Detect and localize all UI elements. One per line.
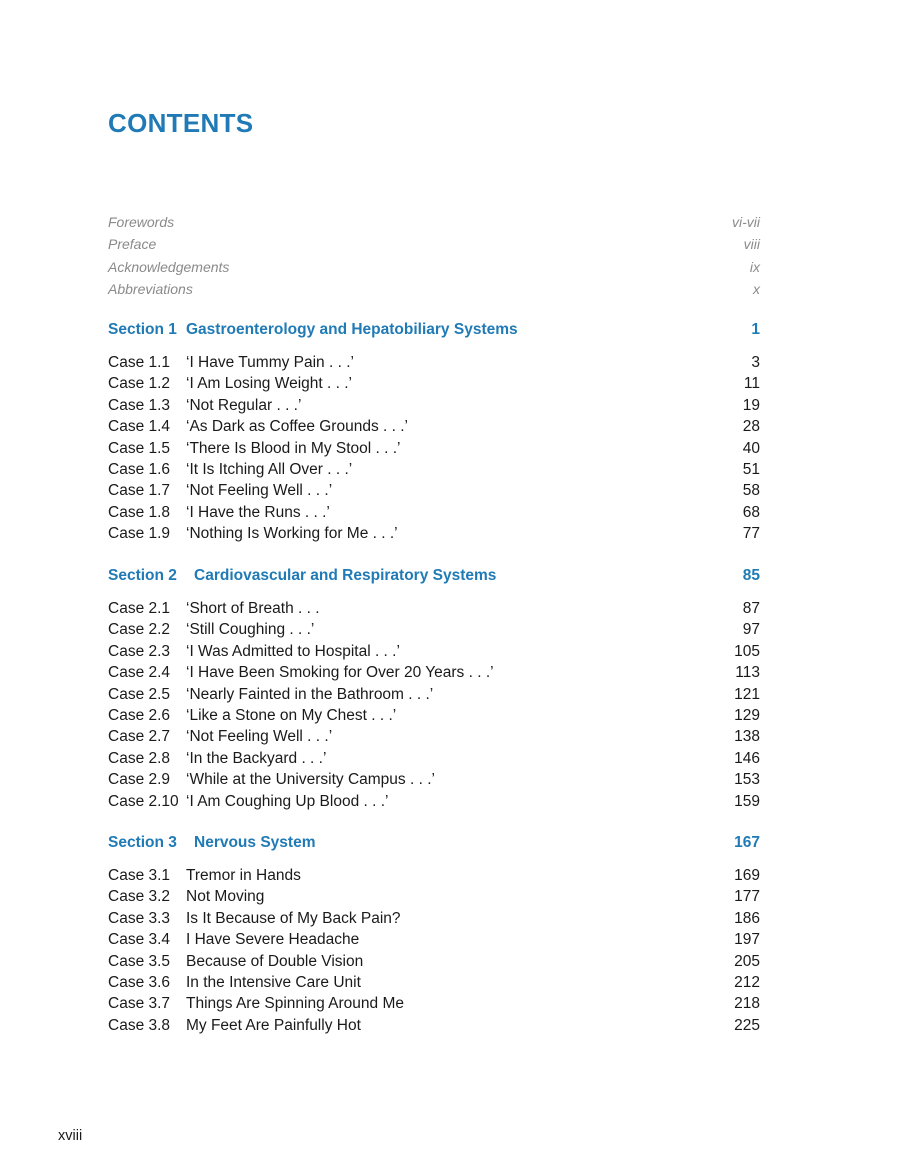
case-title: ‘I Have Tummy Pain . . .’ [186,354,354,371]
case-number: Case 1.6 [108,460,171,478]
case-number: Case 2.8 [108,749,171,767]
case-title: ‘In the Backyard . . .’ [186,749,327,767]
case-title: ‘I Am Coughing Up Blood . . .’ [186,792,389,810]
case-page: 146 [734,749,760,767]
case-title: Is It Because of My Back Pain? [186,909,401,927]
case-number: Case 3.1 [108,867,171,884]
case-list [108,598,760,812]
case-title: ‘Not Feeling Well . . .’ [186,482,333,500]
case-title: ‘I Am Losing Weight . . .’ [186,375,352,393]
case-title: My Feet Are Painfully Hot [186,1016,361,1034]
case-page: 121 [734,685,760,703]
case-number: Case 2.4 [108,664,171,682]
case-title: ‘There Is Blood in My Stool . . .’ [186,439,401,457]
case-item [108,619,760,640]
front-matter-label: Acknowledgements [108,258,230,275]
case-page: 218 [734,995,760,1013]
page-title: CONTENTS [108,108,254,138]
section-heading [108,319,760,341]
section-2 [108,565,760,812]
case-item [108,684,760,705]
front-matter-label: Abbreviations [108,280,193,297]
case-page: 11 [743,375,760,393]
case-page: 169 [734,867,760,884]
case-number: Case 2.7 [108,728,171,746]
case-item [108,908,760,929]
case-page: 40 [742,439,760,457]
front-matter-list [108,211,760,300]
case-page: 58 [742,482,760,500]
case-number: Case 2.1 [108,600,171,617]
case-page: 97 [742,621,760,639]
case-number: Case 3.3 [108,909,171,927]
case-page: 186 [734,909,760,927]
case-item [108,352,760,373]
front-matter-page: viii [743,236,760,253]
case-number: Case 2.3 [108,642,171,660]
case-item [108,705,760,726]
case-title: ‘While at the University Campus . . .’ [186,771,435,789]
case-number: Case 2.2 [108,621,171,639]
section-page: 1 [751,321,760,338]
case-title: ‘I Have Been Smoking for Over 20 Years . . .’ [186,664,494,682]
case-item [108,865,760,886]
case-title: ‘Like a Stone on My Chest . . .’ [186,706,397,724]
case-title: ‘As Dark as Coffee Grounds . . .’ [186,418,408,436]
case-title: ‘I Was Admitted to Hospital . . .’ [186,642,400,660]
section-title: Nervous System [194,834,316,851]
front-matter-label: Preface [108,236,157,253]
section-heading-text [108,319,518,341]
case-page: 105 [734,642,760,660]
case-title: ‘Nothing Is Working for Me . . .’ [186,525,398,543]
case-number: Case 2.9 [108,771,171,789]
section-label: Section 3 [108,834,177,851]
front-matter-item [108,278,760,300]
case-page: 68 [742,503,760,521]
case-title: I Have Severe Headache [186,931,360,949]
case-number: Case 1.8 [108,503,171,521]
section-page: 167 [734,834,760,851]
front-matter-page: vi-vii [732,214,760,230]
section-label: Section 1 [108,321,177,338]
case-number: Case 1.2 [108,375,171,393]
case-page: 77 [742,525,760,543]
case-title: ‘Still Coughing . . .’ [186,621,315,639]
case-number: Case 3.7 [108,995,171,1013]
section-3 [108,832,760,1036]
case-item [108,523,760,544]
case-list [108,352,760,545]
case-page: 51 [742,460,760,478]
case-item [108,598,760,619]
section-heading [108,565,760,587]
case-number: Case 2.6 [108,706,171,724]
case-item [108,416,760,437]
case-number: Case 2.5 [108,685,171,703]
page-number: xviii [58,1128,83,1144]
case-title: ‘Not Feeling Well . . .’ [186,728,333,746]
case-item [108,373,760,394]
case-title: In the Intensive Care Unit [186,973,361,991]
case-item [108,929,760,950]
section-label: Section 2 [108,567,177,584]
case-number: Case 3.5 [108,952,171,970]
case-item [108,726,760,747]
case-page: 153 [734,771,760,789]
case-page: 225 [734,1016,760,1034]
case-title: ‘Not Regular . . .’ [186,396,302,414]
case-item [108,1015,760,1036]
case-item [108,662,760,683]
front-matter-item [108,211,760,233]
case-number: Case 1.1 [108,354,171,371]
section-heading-text [108,565,496,587]
case-number: Case 3.4 [108,931,171,949]
case-number: Case 1.9 [108,525,171,543]
front-matter-item [108,233,760,255]
case-item [108,395,760,416]
case-number: Case 1.5 [108,439,171,457]
case-number: Case 3.2 [108,888,171,906]
section-heading-text [108,832,315,854]
case-page: 205 [734,952,760,970]
case-item [108,791,760,812]
front-matter-page: ix [749,258,760,275]
case-page: 28 [742,418,760,436]
case-list [108,865,760,1036]
case-title: Things Are Spinning Around Me [186,995,404,1013]
case-page: 212 [734,973,760,991]
case-number: Case 1.3 [108,396,171,414]
front-matter-item [108,256,760,278]
case-item [108,886,760,907]
case-title: Not Moving [186,888,265,906]
case-title: ‘Nearly Fainted in the Bathroom . . .’ [186,685,434,703]
case-item [108,502,760,523]
case-item [108,993,760,1014]
case-page: 159 [734,792,760,810]
section-title: Cardiovascular and Respiratory Systems [194,567,497,584]
case-item [108,748,760,769]
case-item [108,459,760,480]
section-1 [108,319,760,545]
case-number: Case 3.8 [108,1016,171,1034]
case-title: Because of Double Vision [186,952,364,970]
case-title: Tremor in Hands [186,867,301,884]
case-number: Case 3.6 [108,973,171,991]
case-page: 177 [734,888,760,906]
case-page: 113 [735,664,760,682]
case-item [108,951,760,972]
section-page: 85 [742,567,760,584]
case-number: Case 2.10 [108,792,179,810]
section-title: Gastroenterology and Hepatobiliary Systems [186,321,518,338]
case-page: 3 [751,354,760,371]
case-page: 138 [734,728,760,746]
case-item [108,641,760,662]
case-title: ‘Short of Breath . . . [186,600,320,617]
case-page: 197 [734,931,760,949]
case-item [108,438,760,459]
case-page: 19 [742,396,760,414]
case-page: 87 [742,600,760,617]
case-page: 129 [734,706,760,724]
case-number: Case 1.7 [108,482,171,500]
front-matter-label: Forewords [108,214,175,230]
case-number: Case 1.4 [108,418,171,436]
case-item [108,972,760,993]
case-title: ‘I Have the Runs . . .’ [186,503,330,521]
case-item [108,480,760,501]
front-matter-page: x [753,280,760,297]
case-item [108,769,760,790]
section-heading [108,832,760,854]
case-title: ‘It Is Itching All Over . . .’ [186,460,353,478]
